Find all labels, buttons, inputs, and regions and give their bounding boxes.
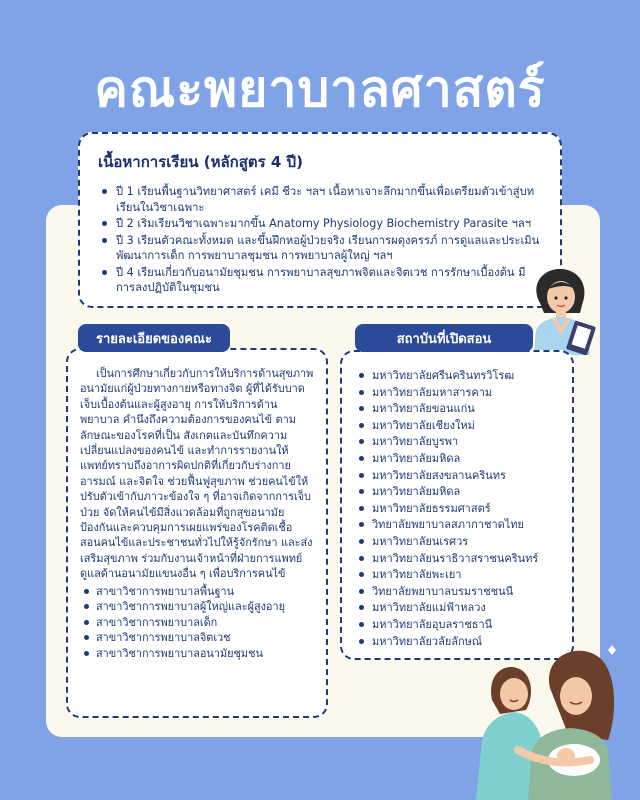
nurse-with-mother-and-baby-illustration: [470, 630, 640, 800]
curriculum-card: [78, 132, 562, 308]
list-item: สาขาวิชาการพยาบาลพื้นฐาน: [80, 584, 314, 600]
institutions-card: [340, 350, 574, 660]
list-item: มหาวิทยาลัยขอนแก่น: [354, 401, 560, 418]
list-item: มหาวิทยาลัยบูรพา: [354, 434, 560, 451]
list-item: สาขาวิชาการพยาบาลผู้ใหญ่และผู้สูงอายุ: [80, 599, 314, 615]
list-item: มหาวิทยาลัยพะเยา: [354, 567, 560, 584]
list-item: มหาวิทยาลัยอุบลราชธานี: [354, 617, 560, 634]
list-item: ปี 1 เรียนพื้นฐานวิทยาศาสตร์ เคมี ชีวะ ฯลฯ เนื้อหาเจาะลึกมากขึ้นเพื่อเตรียมตัวเข้าสู่บทเรียนในวิชาเฉพาะ: [98, 184, 542, 215]
institutions-list: [354, 368, 560, 650]
list-item: มหาวิทยาลัยนเรศวร: [354, 534, 560, 551]
list-item: มหาวิทยาลัยสงขลานครินทร: [354, 468, 560, 485]
details-paragraph: เป็นการศึกษาเกี่ยวกับการให้บริการด้านสุขภาพอนามัยแก่ผู้ป่วยทางกายหรือทางจิต ผู้ที่ได้รับบาดเจ็บเบื้องต้นและผู้สูงอายุ การให้บริการด้านพยาบาล คำนึงถึงความต้องการของคนไข้ ตามลักษณะของโรคที่เป็น สังเกตและบันทึกความเปลี่ยนแปลงของคนไข้ และทำการรายงานให้แพทย์ทราบถึงอาการผิดปกติที่เกี่ยวกับร่างกาย อารมณ์ และจิตใจ ช่วยฟื้นฟูสุขภาพ ช่วยคนไข้ให้ปรับตัวเข้ากับภาวะข้องใจ ๆ ที่อาจเกิดจากการเจ็บป่วย จัดให้คนไข้มีสิ่งแวดล้อมที่ถูกสุขอนามัย ป้องกันและควบคุมการเผยแพร่ของโรคติดเชื้อ สอนคนไข้และประชาชนทั่วไปให้รู้จักรักษา และส่งเสริมสุขภาพ ร่วมกับงานเจ้าหน้าที่ฝ่ายการแพทย์ ดูแลด้านอนามัยแขนงอื่น ๆ เพื่อบริการคนไข้: [80, 367, 314, 581]
list-item: มหาวิทยาลัยเชียงใหม่: [354, 418, 560, 435]
details-heading: รายละเอียดของคณะ: [78, 324, 230, 352]
list-item: มหาวิทยาลัยมหาสารคาม: [354, 385, 560, 402]
list-item: มหาวิทยาลัยแม่ฟ้าหลวง: [354, 600, 560, 617]
list-item: มหาวิทยาลัยมหิดล: [354, 484, 560, 501]
list-item: ปี 2 เริ่มเรียนวิชาเฉพาะมากขึ้น Anatomy Physiology Biochemistry Parasite ฯลฯ: [98, 216, 542, 232]
list-item: มหาวิทยาลัยศรีนครินทรวิโรฒ: [354, 368, 560, 385]
list-item: สาขาวิชาการพยาบาลจิตเวช: [80, 630, 314, 646]
curriculum-heading: เนื้อหาการเรียน (หลักสูตร 4 ปี): [98, 153, 303, 171]
list-item: สาขาวิชาการพยาบาลอนามัยชุมชน: [80, 646, 314, 662]
page-title: คณะพยาบาลศาสตร์: [94, 60, 546, 118]
branches-list: [80, 584, 314, 662]
institutions-heading: สถาบันที่เปิดสอน: [355, 324, 533, 352]
list-item: ปี 4 เรียนเกี่ยวกับอนามัยชุมชน การพยาบาลสุขภาพจิตและจิตเวช การรักษาเบื้องต้น มีการลงปฏิบัติในชุมชน: [98, 265, 542, 296]
list-item: วิทยาลัยพยาบาลสภากาชาดไทย: [354, 517, 560, 534]
list-item: สาขาวิชาการพยาบาลเด็ก: [80, 615, 314, 631]
curriculum-list: [98, 184, 542, 296]
list-item: ปี 3 เรียนตัวคณะทั้งหมด และขึ้นฝึกหอผู้ป่วยจริง เรียนการผดุงครรภ์ การดูแลและประเมินพัฒนาการเด็ก การพยาบาลชุมชน การพยาบาลผู้ใหญ่ ฯลฯ: [98, 233, 542, 264]
list-item: มหาวิทยาลัยวลัยลักษณ์: [354, 634, 560, 651]
details-card: [66, 348, 328, 718]
list-item: มหาวิทยาลัยธรรมศาสตร์: [354, 501, 560, 518]
list-item: วิทยาลัยพยาบาลบรมราชชนนี: [354, 584, 560, 601]
list-item: มหาวิทยาลัยมหิดล: [354, 451, 560, 468]
list-item: มหาวิทยาลัยนราธิวาสราชนครินทร์: [354, 551, 560, 568]
